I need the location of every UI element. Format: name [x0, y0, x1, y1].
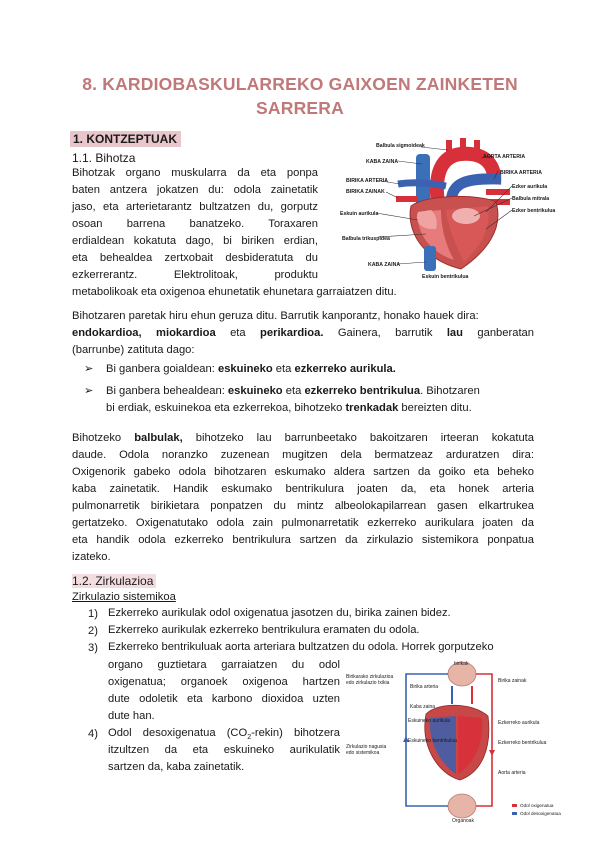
legend-swatch-deoxygenated [512, 812, 517, 815]
list-item-3: Ezkerreko bentrikuluak aorta arteriara bultzatzen du odola. Horrek gorputzeko [108, 641, 494, 653]
para2-line-2 [72, 325, 534, 342]
list-num-1: 1) [88, 608, 98, 620]
circ-label-birikak: birikak [454, 661, 469, 667]
bold-perikardioa: perikardioa. [260, 327, 324, 339]
circ-label-organoak: Organoak [452, 818, 474, 824]
circ-label-ezker-bentrik: Ezkerreko bentrikulua [498, 740, 547, 746]
intro-line-5: erdialdean kokatuta dago, bi biriken erdian, [72, 235, 318, 247]
bullet-bold: eskuineko [217, 363, 273, 375]
bullet-text: eta [272, 363, 295, 375]
circ-label-eskuin-bentrik: Eskuineko bentrikulua [408, 738, 457, 744]
section-heading-kontzeptuak: 1. KONTZEPTUAK [70, 131, 181, 147]
subsection-bihotza: 1.1. Bihotza [72, 151, 136, 165]
list-item-1: Ezkerreko aurikulak odol oxigenatua jasotzen du, birika zainen bidez. [108, 607, 451, 619]
page-title: 8. KARDIOBASKULARREKO GAIXOEN ZAINKETEN SARRERA [82, 74, 518, 118]
subsection-zirkulazioa: 1.2. Zirkulazioa [72, 574, 156, 588]
intro-line-6: eta behealdea zertxobait desbideratuta du [72, 252, 318, 264]
bullet-text: eta [282, 385, 305, 397]
intro-line-1: Bihotzak organo muskularra da eta ponpa [72, 167, 318, 179]
para3-line-2: daude. Odola noranzko zuzenean mugitzen dela bermatzeaz arduratzen dira: [72, 449, 534, 461]
circ-label-birika-zirk2: edo zirkulazio txikia [346, 680, 390, 686]
circulation-diagram [342, 656, 590, 824]
para3-line-3: Oxigenorik gabeko odola bihotzaren eskumako aldera sartzen da goiko eta beheko [72, 466, 534, 478]
list3-cont-2: oxigenatua; organoek oxigenoa hartzen [108, 676, 340, 688]
circ-label-kaba: Kaba zaina [410, 704, 436, 710]
list-num-2: 2) [88, 625, 98, 637]
list3-cont-3: dute odoletik eta karbono dioxidoa uzten [108, 693, 340, 705]
label-ezker-aurikula: Ezker aurikula [512, 184, 548, 190]
para3-text: Bihotzeko [72, 432, 135, 444]
list4-text: Odol desoxigenatua (CO [108, 727, 248, 739]
intro-line-3: jaso, eta arterietarantz bultzatzen du, gorputz [72, 201, 318, 213]
para3-line-7: eta handik odola ezkerreko bentrikulura sartzen da zirkulazio sistemikora ponpatua [72, 534, 534, 546]
bullet-text: . Bihotzaren [420, 385, 480, 397]
circ-label-zirk-nagusia: Zirkulazio nagusia [346, 744, 387, 750]
para2-text: Gainera, barrutik [323, 327, 447, 339]
bullet-2 [106, 383, 534, 400]
circ-label-birika-zirk: Birikarako zirkulazioa [346, 674, 394, 680]
bullet-text: Bi ganbera goialdean: [106, 363, 218, 375]
label-kaba-bottom: KABA ZAINA [368, 262, 401, 268]
label-kaba-top: KABA ZAINA [366, 159, 399, 165]
list-num-4: 4) [88, 728, 98, 740]
zirkulazio-sistemikoa-heading: Zirkulazio sistemikoa [72, 591, 176, 603]
co2-subscript: 2 [247, 734, 252, 742]
label-aorta: AORTA ARTERIA [483, 154, 526, 160]
bold-lau: lau [446, 327, 463, 339]
label-sigmoid: Balbula sigmoideak [376, 143, 425, 149]
legend-swatch-oxygenated [512, 804, 517, 807]
heart-anatomy-diagram [326, 134, 576, 284]
circ-label-aorta: Aorta arteria [498, 770, 526, 776]
bullet-text: bereizten ditu. [398, 402, 472, 414]
intro-line-7: ezkerrerantz. Elektrolitoak, produktu [72, 269, 318, 281]
bullet-1 [106, 361, 396, 378]
list-item-2: Ezkerreko aurikulak ezkerreko bentrikulura eramaten du odola. [108, 624, 420, 636]
label-birika-arteria: BIRIKA ARTERIA [500, 170, 542, 176]
bullet-text: Bi ganbera behealdean: [106, 385, 228, 397]
list3-cont-4: dute han. [108, 710, 155, 722]
intro-line-4: osoan barrena banatzeko. Toraxaren [72, 218, 318, 230]
para3-line-8: izateko. [72, 551, 111, 563]
para2-line-1: Bihotzaren paretak hiru ehun geruza ditu. Barrutik kanporantz, honako hauek dira: [72, 310, 479, 322]
para3-line-5: pulmonarretik birikietara ponpatzen du mintz albeolokapilarrean gasen elkartrukea [72, 500, 534, 512]
bullet-text: bi erdiak, eskuinekoa eta ezkerrekoa, bihotzeko [106, 402, 346, 414]
para2-line-3: (barrunbe) zatituta dago: [72, 344, 195, 356]
circ-label-birika-arteria: Birika arteria [410, 684, 439, 690]
para3-line-4: kaba zainetatik. Handik eskumako bentrikulura joaten da, eta honek arteria [72, 483, 534, 495]
para2-text: eta [215, 327, 261, 339]
para2-text: ganberatan [463, 327, 534, 339]
label-birika-zainak: BIRIKA ZAINAK [346, 189, 385, 195]
para3-line-1 [72, 430, 534, 447]
list-item-4-line-3: sartzen da, kaba zainetatik. [108, 761, 245, 773]
bullet-2-cont [106, 400, 472, 417]
bullet-arrow-1: ➢ [84, 363, 94, 375]
bullet-bold: ezkerreko bentrikulua [304, 385, 421, 397]
list-num-3: 3) [88, 642, 98, 654]
label-ezker-bentrikulua: Ezker bentrikulua [512, 208, 556, 214]
legend-oxygenated: Odol oxigenatua [520, 803, 554, 808]
para3-line-6: gertatzeko. Oxigenatutako odola zain pulmonarretatik ezkerreko aurikulara joaten da [72, 517, 534, 529]
bold-endo-mio: endokardioa, miokardioa [72, 327, 216, 339]
bullet-arrow-2: ➢ [84, 385, 94, 397]
bullet-bold: eskuineko [227, 385, 283, 397]
bold-balbulak: balbulak, [134, 432, 183, 444]
label-birika-arteria-left: BIRIKA ARTERIA [346, 178, 388, 184]
label-mitrala: Balbula mitrala [512, 196, 550, 202]
intro-line-8: metabolikoak eta oxigenoa ehunetatik ehunetara garraiatzen ditu. [72, 286, 397, 298]
circ-label-birika-zaina: Birika zainak [498, 678, 527, 684]
circ-label-ezker-aurikula: Ezkerreko aurikula [498, 720, 540, 726]
list4-text: -rekin) bihotzera [251, 727, 340, 739]
label-eskuin-aurikula: Eskuin aurikula [340, 211, 379, 217]
list3-cont-1: organo guztietara garraiatzen du odol [108, 659, 340, 671]
para3-text: bihotzeko lau barrunbeetako bakoitzaren irteeran kokatuta [182, 432, 534, 444]
label-eskuin-bentrikulua: Eskuin bentrikulua [422, 274, 469, 280]
list-item-4-line-2: itzultzen da eta eskuineko aurikulatik [108, 744, 340, 756]
circ-label-eskuin-aurikula: Eskuineko aurikula [408, 718, 450, 724]
intro-line-2: baten antzera jokatzen du: odola zainetatik [72, 184, 318, 196]
legend-deoxygenated: Odol desoxigenatua [520, 811, 561, 816]
circ-label-zirk-nagusia2: edo sistemikoa [346, 750, 380, 756]
label-trikuspidea: Balbula trikuspidea [342, 236, 390, 242]
bullet-bold: trenkadak [345, 402, 399, 414]
bullet-bold: ezkerreko aurikula. [294, 363, 396, 375]
